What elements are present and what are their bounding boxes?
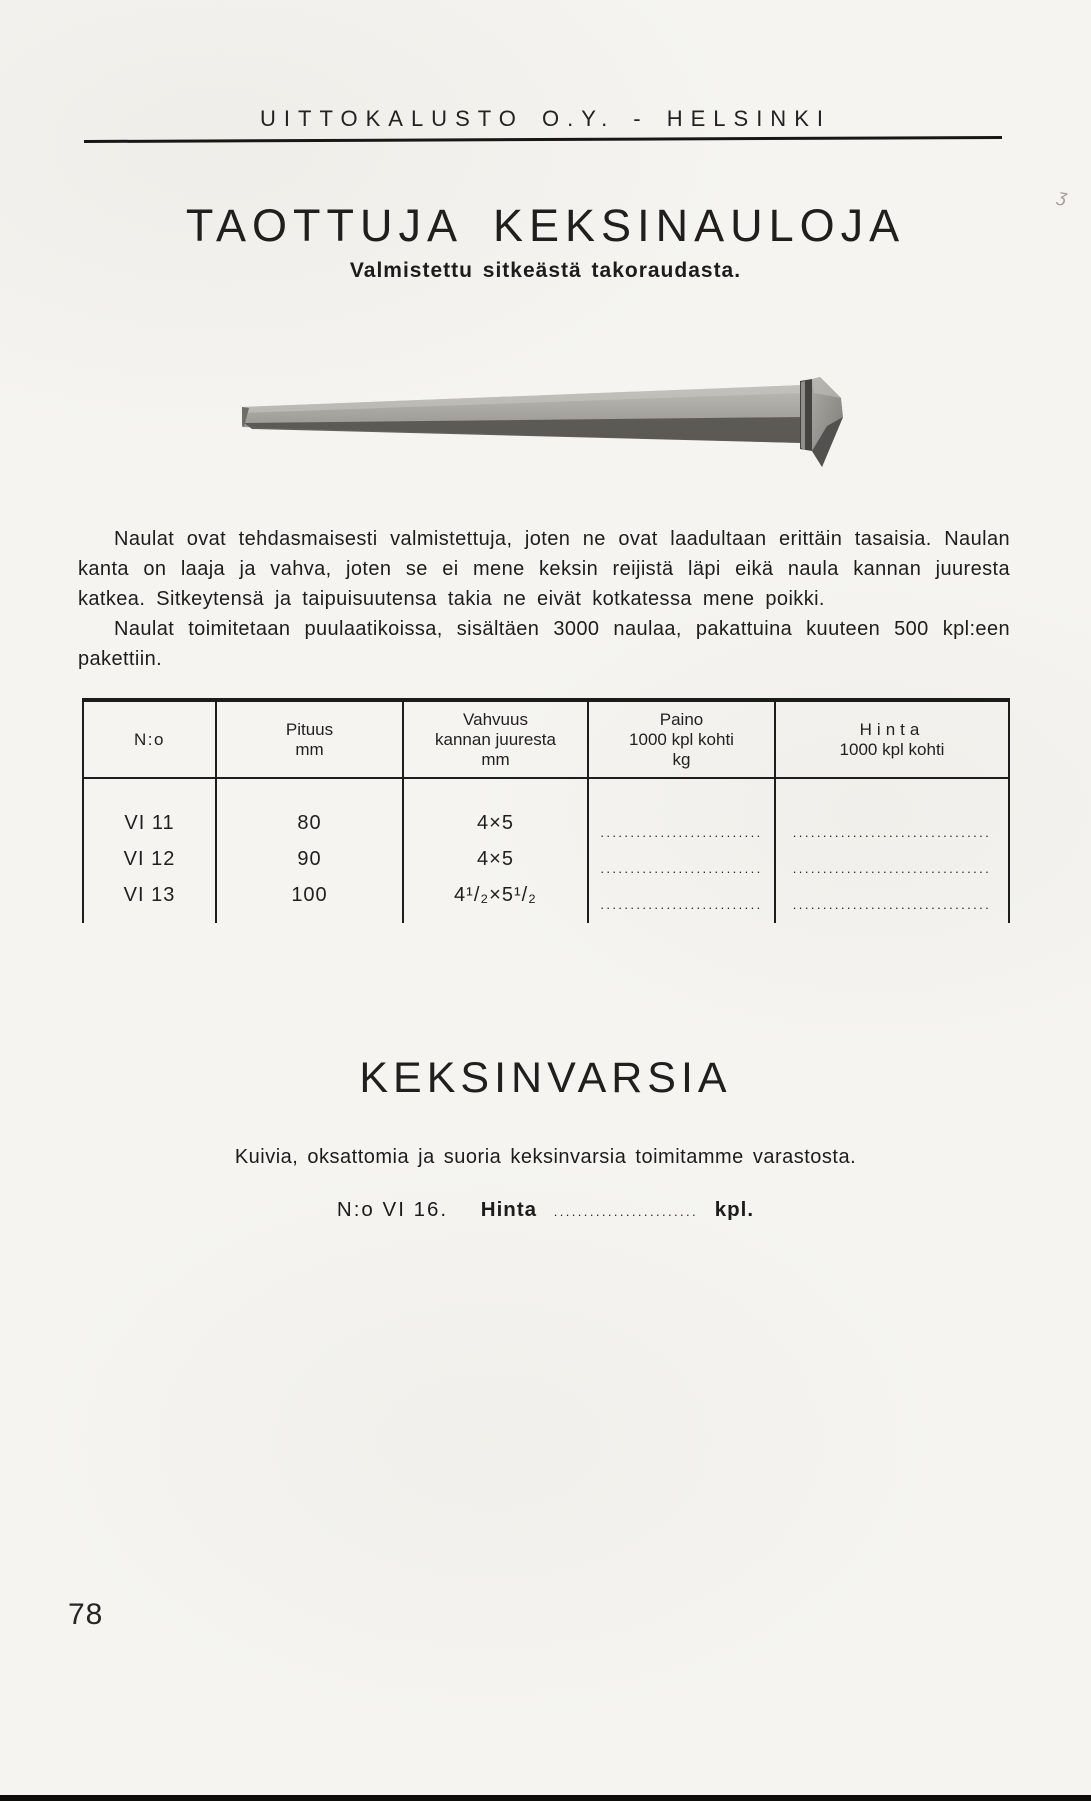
unit-label: kpl.	[714, 1198, 755, 1221]
body-paragraph: Naulat ovat tehdasmaisesti valmistettuja, joten ne ovat laadultaan erittäin tasaisia. Naulan kanta on laaja ja vahva, joten se ei mene keksin reijistä läpi eikä naula kannan juuresta katkea. Sitkeytensä ja taipuisuutensa takia ne eivät kotkatessa mene poikki.	[78, 528, 1010, 610]
dotted-leader: ...........................	[600, 861, 763, 876]
col-header-no	[84, 702, 217, 779]
cell-hinta-blank	[776, 805, 1008, 841]
col-header-line: Vahvuus	[463, 709, 528, 729]
cell-pituus: 90	[217, 841, 404, 877]
table-bottom-pad	[404, 913, 589, 923]
cell-vahvuus: 4×5	[404, 805, 589, 841]
price-table	[82, 698, 1010, 923]
table-spacer	[217, 779, 404, 805]
col-header-line: Paino	[659, 709, 704, 729]
col-header-line: kannan juuresta	[435, 729, 556, 749]
col-header-line: Hinta	[859, 719, 925, 739]
col-header-line: 1000 kpl kohti	[839, 739, 945, 759]
cell-hinta-blank	[776, 841, 1008, 877]
col-header-line: Pituus	[285, 719, 334, 739]
table-spacer	[776, 779, 1008, 805]
nail-shaft	[242, 385, 803, 443]
col-header-vahvuus	[404, 702, 589, 779]
table-bottom-pad	[776, 913, 1008, 923]
cell-pituus: 100	[217, 877, 404, 913]
cell-no: VI 11	[84, 805, 217, 841]
cell-pituus: 80	[217, 805, 404, 841]
margin-pencil-mark: ʒ	[1056, 185, 1069, 207]
order-line	[0, 1198, 1091, 1222]
dotted-leader: .................................	[792, 825, 992, 840]
page-title: TAOTTUJA KEKSINAULOJA	[185, 200, 906, 251]
page-subtitle: Valmistettu sitkeästä takoraudasta.	[349, 259, 742, 282]
body-text	[78, 524, 1010, 674]
col-header-pituus	[217, 702, 404, 779]
nail-illustration	[230, 372, 845, 472]
page-number: 78	[68, 1598, 104, 1631]
price-label: Hinta	[480, 1198, 538, 1221]
col-header-line: mm	[481, 749, 510, 769]
col-header-line: kg	[672, 749, 691, 769]
table-spacer	[84, 779, 217, 805]
dotted-leader: ...........................	[600, 825, 763, 840]
cell-no: VI 13	[84, 877, 217, 913]
masthead-company: UITTOKALUSTO O.Y. - HELSINKI	[260, 106, 831, 131]
col-header-line: mm	[295, 739, 324, 759]
price-table-grid	[82, 702, 1010, 923]
table-bottom-pad	[84, 913, 217, 923]
cell-hinta-blank	[776, 877, 1008, 913]
section-title-keksinvarsia: KEKSINVARSIA	[359, 1054, 732, 1102]
table-spacer	[404, 779, 589, 805]
cell-no: VI 12	[84, 841, 217, 877]
dotted-leader: .................................	[792, 897, 992, 912]
col-header-line: N:o	[134, 729, 165, 749]
scan-edge-bar	[0, 1795, 1091, 1801]
section-description: Kuivia, oksattomia ja suoria keksinvarsia toimitamme varastosta.	[234, 1146, 857, 1168]
dotted-leader: ........................	[553, 1204, 699, 1219]
cell-paino-blank	[589, 841, 776, 877]
cell-vahvuus: 4¹/₂×5¹/₂	[404, 877, 589, 913]
body-paragraph: Naulat toimitetaan puulaatikoissa, sisältäen 3000 naulaa, pakattuina kuuteen 500 kpl:een pakettiin.	[78, 618, 1010, 670]
dotted-leader: ...........................	[600, 897, 763, 912]
table-spacer	[589, 779, 776, 805]
col-header-hinta	[776, 702, 1008, 779]
cell-vahvuus: 4×5	[404, 841, 589, 877]
nail-head	[800, 377, 843, 467]
table-bottom-pad	[589, 913, 776, 923]
order-number: N:o VI 16.	[336, 1198, 449, 1221]
cell-paino-blank	[589, 805, 776, 841]
masthead-rule	[84, 136, 1002, 143]
col-header-paino	[589, 702, 776, 779]
dotted-leader: .................................	[792, 861, 992, 876]
cell-paino-blank	[589, 877, 776, 913]
col-header-line: 1000 kpl kohti	[629, 729, 734, 749]
table-bottom-pad	[217, 913, 404, 923]
